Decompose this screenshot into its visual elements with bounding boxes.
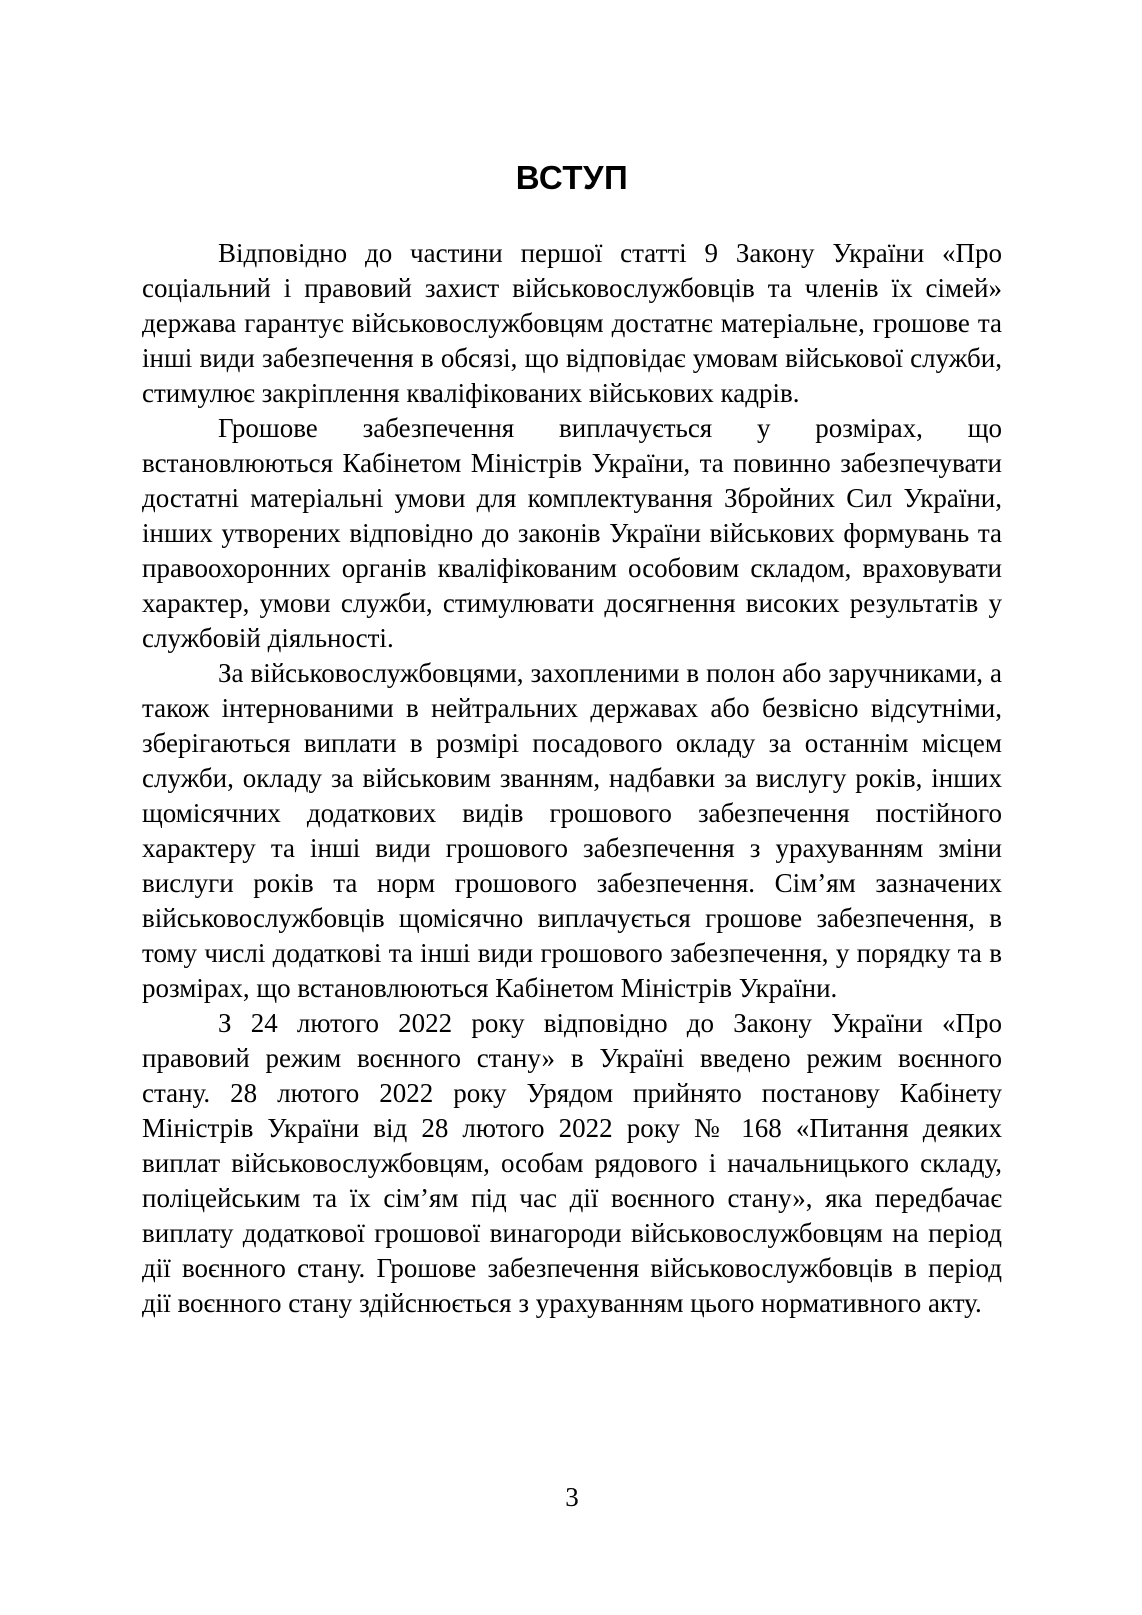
paragraph-2: Грошове забезпечення виплачується у розмірах, що встановлюються Кабінетом Міністрів України, та повинно забезпечувати достатні матеріальні умови для комплектування Збройних Сил України, інших утворених відповідно до законів України військових формувань та правоохоронних органів кваліфікованим особовим складом, враховувати характер, умови служби, стимулювати досягнення високих результатів у службовій діяльності. (142, 413, 1002, 653)
paragraph-4: З 24 лютого 2022 року відповідно до Закону України «Про правовий режим воєнного стану» в Україні введено режим воєнного стану. 28 лютого 2022 року Урядом прийнято постанову Кабінету Міністрів України від 28 лютого 2022 року № 168 «Питання деяких виплат військовослужбовцям, особам рядового і начальницького складу, поліцейським та їх сім’ям під час дії воєнного стану», яка передбачає виплату додаткової грошової винагороди військовослужбовцям на період дії воєнного стану. Грошове забезпечення військовослужбовців в період дії воєнного стану здійснюється з урахуванням цього нормативного акту. (142, 1008, 1002, 1318)
page-number: 3 (565, 1482, 579, 1512)
paragraph-3: За військовослужбовцями, захопленими в полон або заручниками, а також інтернованими в нейтральних державах або безвісно відсутніми, зберігаються виплати в розмірі посадового окладу за останнім місцем служби, окладу за військовим званням, надбавки за вислугу років, інших щомісячних додаткових видів грошового забезпечення постійного характеру та інші види грошового забезпечення з урахуванням зміни вислуги років та норм грошового забезпечення. Сім’ям зазначених військовослужбовців щомісячно виплачується грошове забезпечення, в тому числі додаткові та інші види грошового забезпечення, у порядку та в розмірах, що встановлюються Кабінетом Міністрів України. (142, 658, 1002, 1003)
document-body (142, 236, 1002, 1321)
paragraph-1: Відповідно до частини першої статті 9 Закону України «Про соціальний і правовий захист військовослужбовців та членів їх сімей» держава гарантує військовослужбовцям достатнє матеріальне, грошове та інші види забезпечення в обсязі, що відповідає умовам військової служби, стимулює закріплення кваліфікованих військових кадрів. (142, 238, 1002, 408)
page-title: ВСТУП (515, 159, 629, 196)
